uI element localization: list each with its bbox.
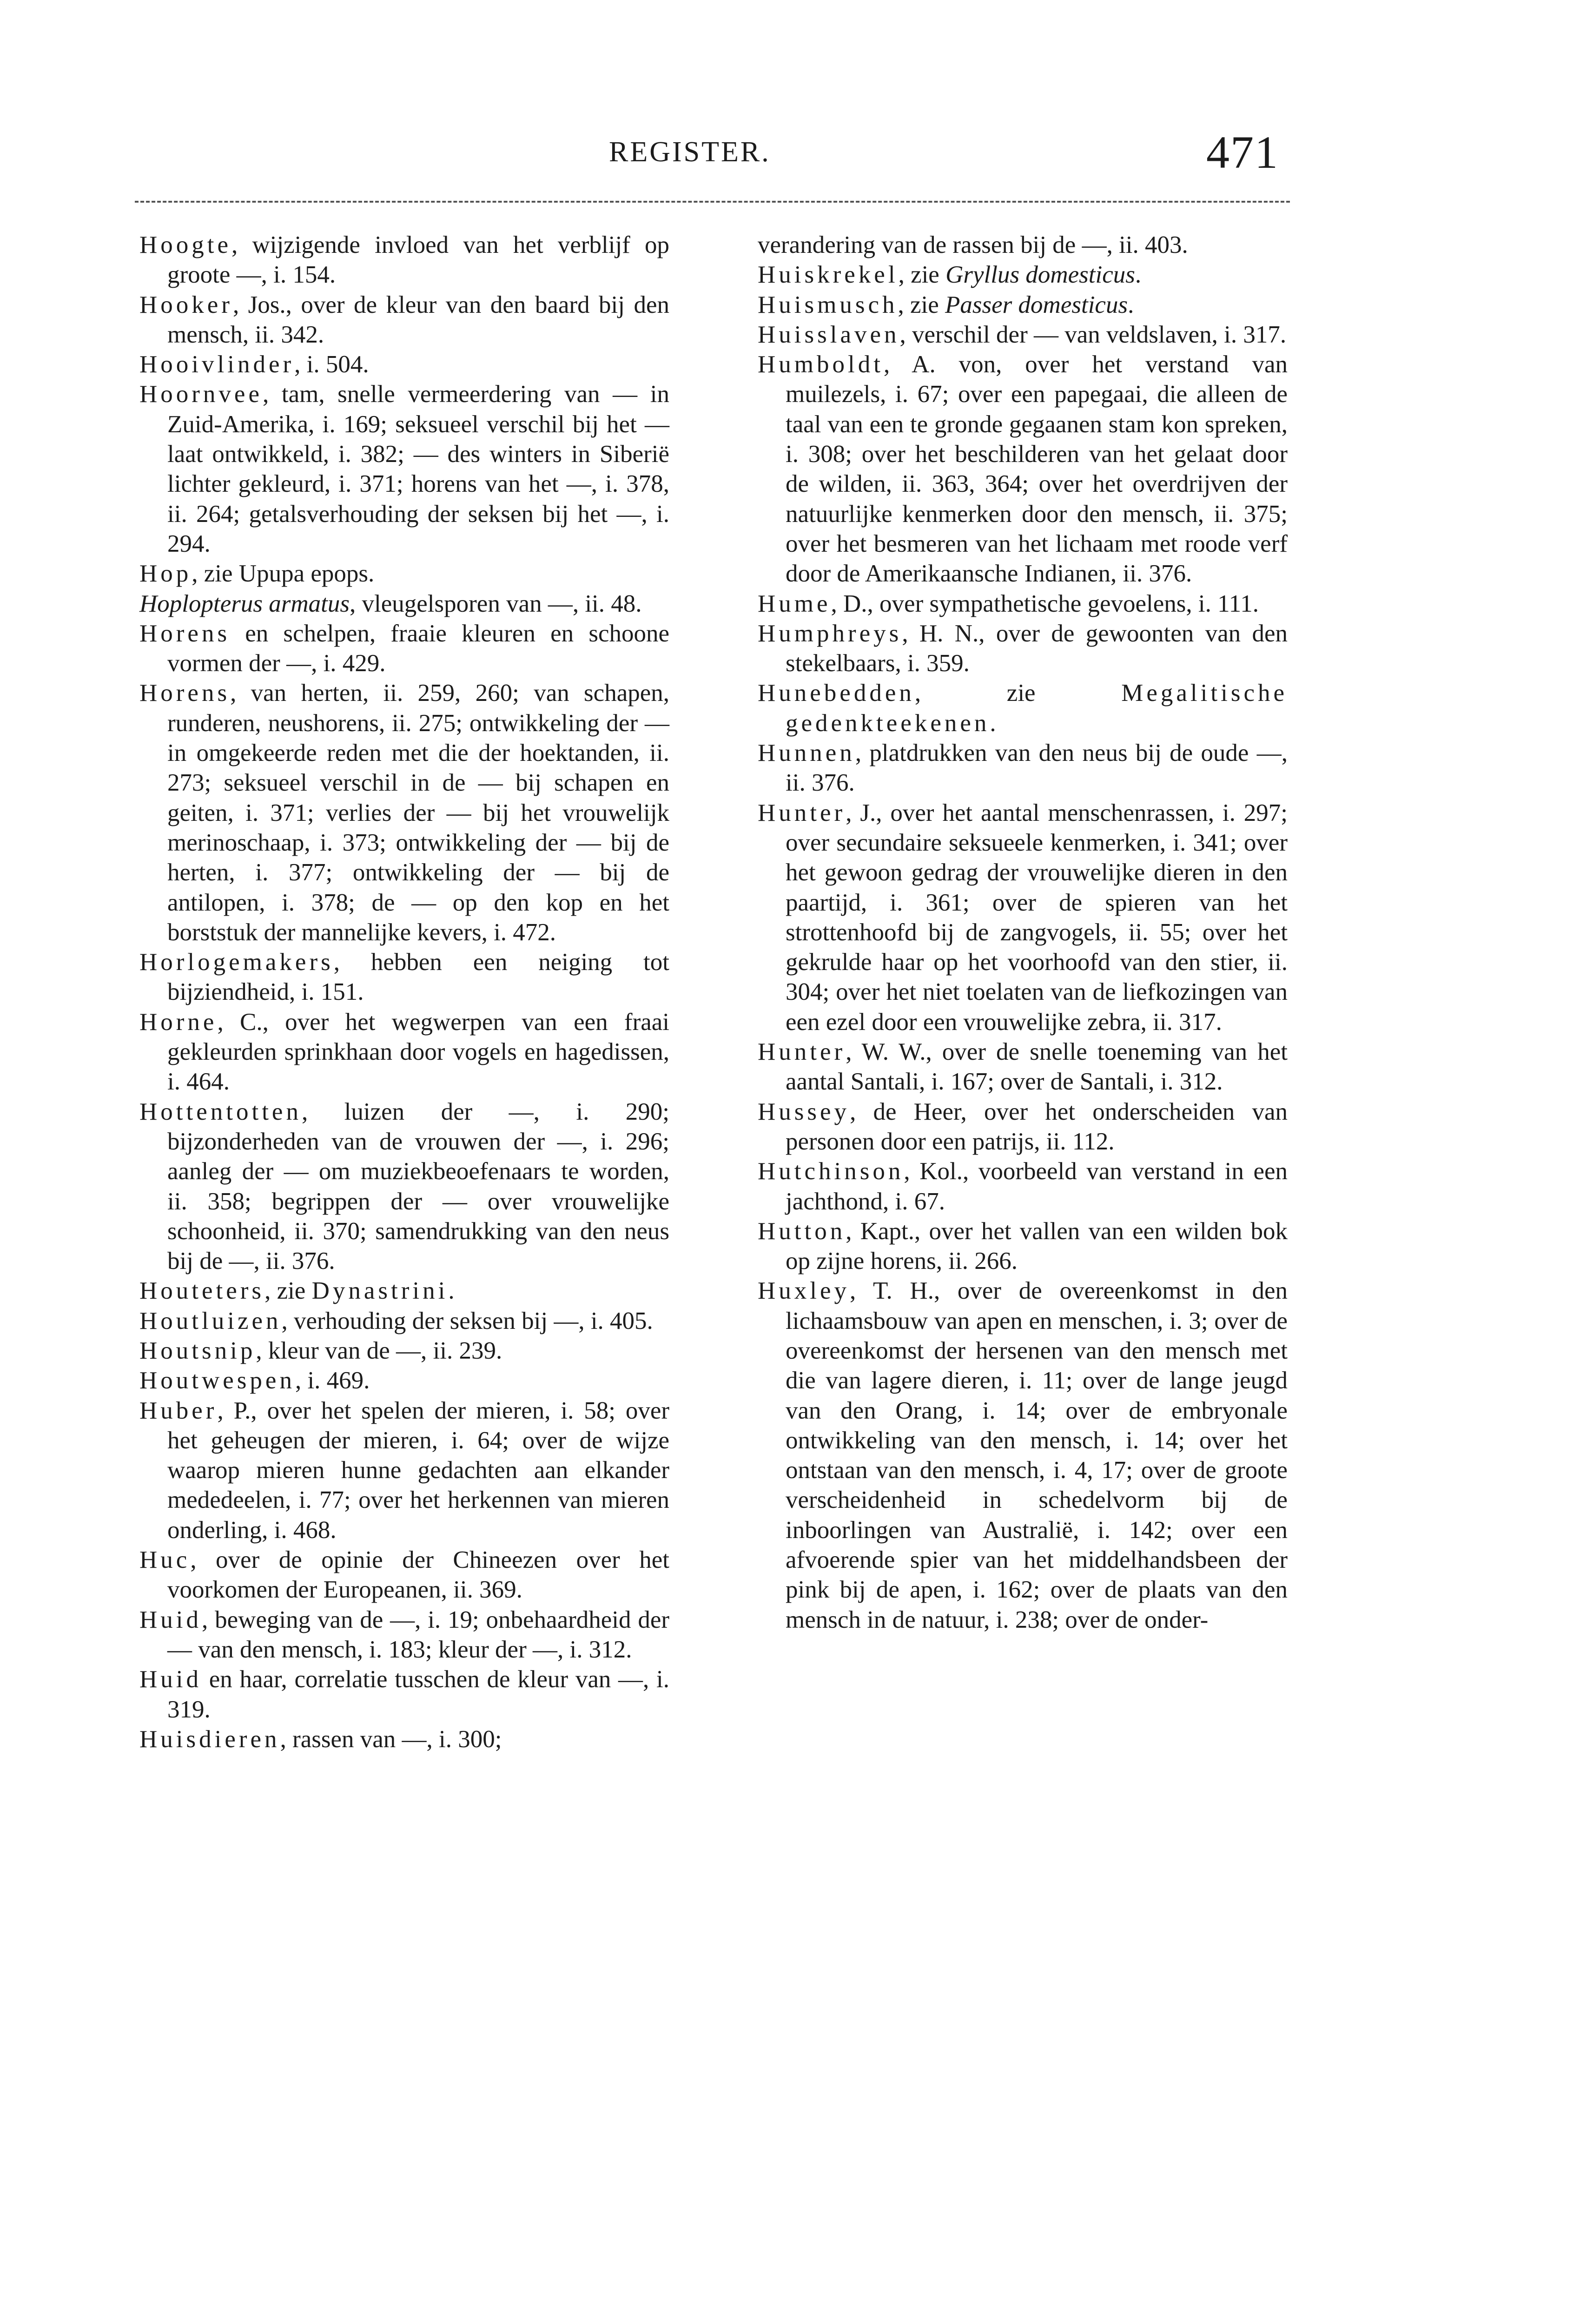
index-entry — [758, 738, 1288, 798]
index-entry — [758, 320, 1288, 350]
entry-text: , platdrukken van den neus bij de oude —, ii. 376. — [786, 739, 1288, 797]
entry-text: , zie — [914, 680, 1122, 707]
index-entry — [758, 230, 1288, 260]
index-entry — [758, 1037, 1288, 1097]
entry-text: , kleur van de —, ii. 239. — [256, 1337, 502, 1364]
index-entry — [139, 1545, 669, 1605]
running-head: REGISTER. — [609, 136, 771, 168]
index-entry — [758, 350, 1288, 588]
entry-text: , Kapt., over het vallen van een wilden bok op zijne horens, ii. 266. — [786, 1217, 1288, 1275]
index-entry — [139, 1366, 669, 1395]
entry-term: Huber — [139, 1397, 218, 1424]
entry-term: Hume — [758, 590, 831, 617]
index-entry — [139, 1007, 669, 1097]
entry-term: Horens — [139, 680, 231, 707]
entry-text: , verhouding der seksen bij —, i. 405. — [281, 1307, 653, 1334]
entry-text: , zie — [898, 291, 945, 318]
index-entry — [758, 260, 1288, 290]
entry-text: , beweging van de —, i. 19; onbehaardheid der — van den mensch, i. 183; kleur der —, i. 312. — [167, 1606, 669, 1663]
entry-text: , D., over sympathetische gevoelens, i. 111. — [831, 590, 1259, 617]
entry-text: , verschil der — van veldslaven, i. 317. — [899, 321, 1287, 348]
entry-text: , de Heer, over het onderscheiden van personen door een patrijs, ii. 112. — [786, 1098, 1288, 1155]
entry-text: , wijzigende invloed van het verblijf op groote —, i. 154. — [167, 231, 669, 289]
entry-term: Humphreys — [758, 620, 902, 647]
entry-text: en schelpen, fraaie kleuren en schoone vormen der —, i. 429. — [167, 620, 669, 677]
entry-text: . — [1135, 261, 1142, 289]
entry-term: Hussey — [758, 1098, 850, 1125]
entry-text: en haar, correlatie tusschen de kleur van —, i. 319. — [167, 1666, 669, 1723]
entry-term: Hooker — [139, 291, 233, 318]
entry-text: , zie — [898, 261, 946, 289]
entry-term: Huismusch — [758, 291, 898, 318]
entry-text: , vleugelsporen van —, ii. 48. — [350, 590, 642, 617]
left-column — [139, 230, 669, 1754]
entry-term: Huid — [139, 1606, 202, 1633]
index-entry — [139, 1306, 669, 1336]
index-entry — [139, 589, 669, 619]
index-entry — [139, 559, 669, 588]
index-entry — [758, 1156, 1288, 1216]
entry-term: Huisslaven — [758, 321, 900, 348]
entry-term: Huid — [139, 1666, 202, 1693]
entry-term: Horne — [139, 1008, 218, 1036]
index-entry — [139, 678, 669, 947]
index-entry — [758, 1097, 1288, 1157]
index-entry — [758, 798, 1288, 1037]
entry-term: Hooivlinder — [139, 351, 295, 378]
entry-term: Huisdieren — [139, 1725, 280, 1753]
entry-term: Horlogemakers — [139, 949, 334, 976]
index-entry — [139, 619, 669, 679]
entry-term: Huxley — [758, 1277, 850, 1305]
index-entry — [139, 1664, 669, 1724]
entry-term: Hunter — [758, 1038, 846, 1066]
entry-text: , zie — [264, 1277, 312, 1305]
entry-text: , Kol., voorbeeld van verstand in een jachthond, i. 67. — [786, 1158, 1288, 1215]
entry-term: Huc — [139, 1546, 191, 1574]
index-entry — [758, 1216, 1288, 1276]
entry-text: . — [990, 709, 996, 737]
entry-term: Hottentotten — [139, 1098, 302, 1125]
entry-cross-reference: Passer domesticus — [945, 291, 1128, 318]
entry-text: , P., over het spelen der mieren, i. 58; over het geheugen der mieren, i. 64; over de wijze waarop mieren hunne gedachten aan elkander mededeelen, i. 77; over het herkennen van mieren onderling, i. 468. — [167, 1397, 669, 1544]
entry-term: Hoornvee — [139, 381, 263, 408]
index-entry — [139, 379, 669, 559]
entry-text: , over de opinie der Chineezen over het voorkomen der Europeanen, ii. 369. — [167, 1546, 669, 1604]
entry-term: Houteters — [139, 1277, 265, 1305]
entry-text: , i. 504. — [294, 351, 369, 378]
entry-cross-reference: Gryllus domesticus — [945, 261, 1135, 289]
index-entry — [139, 1276, 669, 1306]
entry-term: Hoplopterus armatus — [139, 590, 350, 617]
entry-term: Huiskrekel — [758, 261, 899, 289]
index-entry — [758, 678, 1288, 738]
entry-text: , tam, snelle vermeerdering van — in Zuid-Amerika, i. 169; seksueel verschil bij het — laat ontwikkeld, i. 382; — des winters in Siberië lichter gekleurd, i. 371; horens van het —, i. 378, ii. 264; getalsverhouding der seksen bij het —, i. 294. — [167, 381, 669, 557]
index-entry — [139, 290, 669, 350]
index-entry — [758, 1276, 1288, 1635]
entry-term: Hunebedden — [758, 680, 915, 707]
index-entry — [139, 1097, 669, 1276]
index-entry — [139, 947, 669, 1007]
entry-term: Hutton — [758, 1217, 846, 1245]
page-number: 471 — [1206, 126, 1279, 178]
entry-cross-reference: Dynastrini — [311, 1277, 449, 1305]
entry-text: , rassen van —, i. 300; — [280, 1725, 502, 1753]
index-entry — [139, 1605, 669, 1665]
entry-term: Houtluizen — [139, 1307, 282, 1334]
entry-text: , W. W., over de snelle toeneming van het aantal Santali, i. 167; over de Santali, i. 312. — [786, 1038, 1288, 1096]
entry-text: , A. von, over het verstand van muilezels, i. 67; over een papegaai, die alleen de taal van een te gronde gegaanen stam kon spreken, i. 308; over het beschilderen van het gelaat door de wilden, ii. 363, 364; over het overdrijven der natuurlijke kenmerken door den mensch, ii. 375; over het besmeren van het lichaam met roode verf door de Amerikaansche Indianen, ii. 376. — [786, 351, 1288, 588]
entry-text: , H. N., over de gewoonten van den stekelbaars, i. 359. — [786, 620, 1288, 677]
entry-text: , J., over het aantal menschenrassen, i. 297; over secundaire seksueele kenmerken, i. 341; over het gewoon gedrag der vrouwelijke dieren in den paartijd, i. 361; over de spieren van het strottenhoofd bij de zangvogels, ii. 55; over het gekrulde haar op het voorhoofd van den stier, ii. 304; over het niet toelaten van de liefkozingen van een ezel door een vrouwelijke zebra, ii. 317. — [786, 799, 1288, 1036]
index-entry — [139, 1724, 669, 1754]
entry-text: , Jos., over de kleur van den baard bij den mensch, ii. 342. — [167, 291, 669, 348]
header-rule — [135, 201, 1290, 203]
entry-text: , luizen der —, i. 290; bijzonderheden van de vrouwen der —, i. 296; aanleg der — om muziekbeoefenaars te worden, ii. 358; begrippen der — over vrouwelijke schoonheid, ii. 370; samendrukking van den neus bij de —, ii. 376. — [167, 1098, 669, 1275]
entry-term: Humboldt — [758, 351, 884, 378]
entry-text: verandering van de rassen bij de —, ii. 403. — [758, 231, 1188, 258]
index-entry — [758, 619, 1288, 679]
index-entry — [139, 1336, 669, 1366]
index-entry — [139, 1396, 669, 1545]
index-entry — [758, 290, 1288, 320]
index-entry — [758, 589, 1288, 619]
entry-term: Horens — [139, 620, 231, 647]
entry-text: , C., over het wegwerpen van een fraai gekleurden sprinkhaan door vogels en hagedissen, i. 464. — [167, 1008, 669, 1096]
entry-text: , i. 469. — [295, 1367, 370, 1394]
entry-cross-reference: Megalitische gedenkteekenen — [786, 680, 1288, 737]
entry-text: , T. H., over de overeenkomst in den lichaamsbouw van apen en menschen, i. 3; over de overeenkomst der hersenen van den mensch met die van lagere dieren, i. 11; over de lange jeugd van den Orang, i. 14; over de embryonale ontwikkeling van den mensch, i. 14; over het ontstaan van den mensch, i. 4, 17; over de groote verscheidenheid in schedelvorm bij de inboorlingen van Australië, i. 142; over een afvoerende spier van het middelhandsbeen der pink bij de apen, i. 162; over de plaats van den mensch in de natuur, i. 238; over de onder- — [786, 1277, 1288, 1633]
entry-text: , van herten, ii. 259, 260; van schapen, runderen, neushorens, ii. 275; ontwikkeling der — in omgekeerde reden met die der hoektanden, ii. 273; seksueel verschil in de — bij schapen en geiten, i. 371; verlies der — bij het vrouwelijk merinoschaap, i. 373; ontwikkeling der — bij de herten, i. 377; ontwikkeling der — bij de antilopen, i. 378; de — op den kop en het borststuk der mannelijke kevers, i. 472. — [167, 680, 669, 946]
entry-term: Hunnen — [758, 739, 855, 767]
entry-text: . — [1128, 291, 1134, 318]
entry-term: Houtsnip — [139, 1337, 256, 1364]
entry-text: , zie Upupa epops. — [192, 560, 375, 588]
index-entry — [139, 350, 669, 379]
entry-term: Houtwespen — [139, 1367, 295, 1394]
entry-text: . — [448, 1277, 455, 1305]
right-column — [758, 230, 1288, 1635]
entry-term: Hoogte — [139, 231, 232, 258]
index-entry — [139, 230, 669, 290]
entry-term: Hop — [139, 560, 192, 588]
entry-term: Hunter — [758, 799, 846, 826]
entry-term: Hutchinson — [758, 1158, 904, 1185]
entry-text: , hebben een neiging tot bijziendheid, i. 151. — [167, 949, 669, 1006]
